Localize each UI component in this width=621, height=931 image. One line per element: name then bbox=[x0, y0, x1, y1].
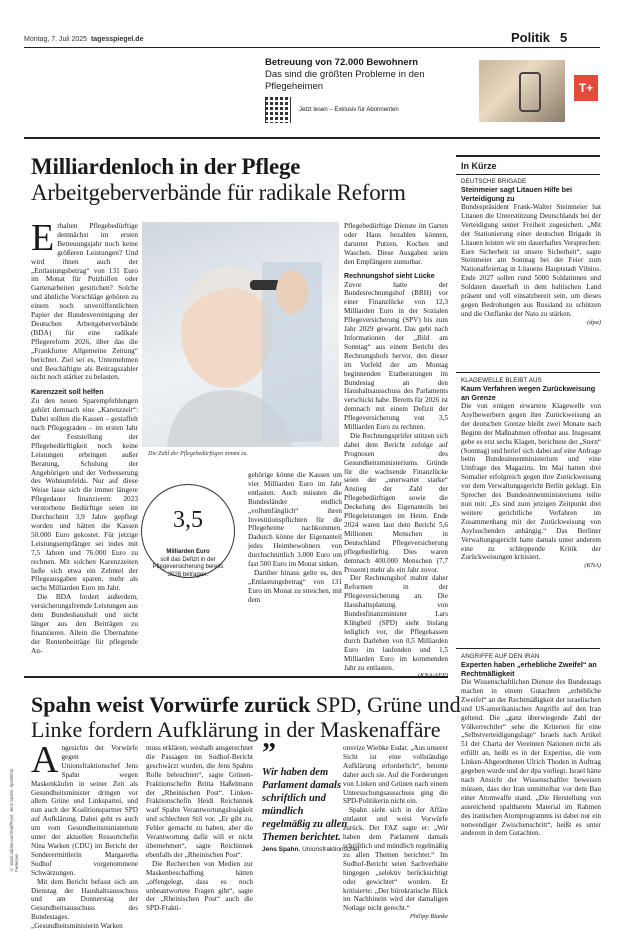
tplus-badge[interactable]: T+ bbox=[574, 75, 598, 101]
quote-attribution: Jens Spahn, Unionsfraktionschef bbox=[262, 846, 360, 853]
article2-dropcap: A bbox=[31, 739, 59, 781]
article2-para-1: ngesichts der Vorwürfe gegen Unionsfraktionschef Jens Spahn wegen Maskenkäufen in seiner Zeit als Gesundheitsminister dringen vor allem Grüne und Linksparteí, und nun auch der Koalitionspartner SPD auf Aufklärung. Dabei geht es auch um vom Gesundheitsministerium unter der aktuellen Ressortchefin Nina Warken (CDU) im Bericht der Sonderermittlerin Margaretha Sudhof vorgenommene Schwärzungen. bbox=[31, 744, 138, 877]
article1-para-5: Pflegebedürftige Dienste im Garten oder Haus bezahlen können, darunter Putzen, Kochen und Waschen. Diese Ausgaben seien den Empfängern zumutbar. bbox=[344, 222, 448, 266]
article2-para-3: muss erklären, weshalb ausgerechnet die Passagen im Sudhof-Bericht geschwärzt wurden, die Jens Spahns Rolle beleuchten“, sagte Grünen-Fraktionschefin Britta Haßelmann der „Rheinischen Post“. Linken-Fraktionschefin Heidi Reichinnek warf Spahn Verantwortungslosigkeit und schlechten Stil vor. „Er gibt zu, Fehler gemacht zu haben, aber die Verantwortung dafür will er nicht übernehmen“, sagte Reichinnek ebenfalls der „Rheinischen Post“. bbox=[146, 744, 253, 859]
sidebar-item-1 bbox=[461, 178, 601, 326]
article1-para-2: Die BDA fordert außerdem, versicherungsfremde Leistungen aus dem Bundeshaushalt und nicht länger aus den Beiträgen zu finanzieren. Allein die Übernahme der Rentenbeiträge für pflegende An- bbox=[31, 592, 138, 655]
article2-headline: Spahn weist Vorwürfe zurück SPD, Grüne und bbox=[31, 692, 461, 717]
sidebar-item-kicker: KLAGEWELLE BLEIBT AUS bbox=[461, 377, 542, 384]
article2-column-2 bbox=[146, 744, 253, 913]
stat-label: Milliarden Euro bbox=[166, 549, 210, 555]
sidebar-item-source: (KNA) bbox=[584, 562, 601, 570]
quote-role: Unionsfraktionschef bbox=[302, 846, 360, 853]
teaser-rule bbox=[24, 137, 600, 139]
quote-mark-icon: ” bbox=[262, 738, 276, 769]
sidebar-item-title: Experten haben „erhebliche Zweifel“ an Rechtmäßigkeit bbox=[461, 660, 597, 678]
article1-para-7: Die Rechnungsprüfer stützen sich dabei dem Bericht zufolge auf Prognosen des Gesundheitsministeriums. Gründe für die wachsende Finanzlücke seien der „unerwartet starke“ Anstieg der Zahl der Pflegebedürftigen sowie die Deckelung des Eigenanteils bei Pflegeleistungen im Heim. Ende 2024 waren laut dem Bericht 5,6 Millionen Menschen in Deutschland Pflegeversicherung pflegebedürftig. Dies waren demnach 400.000 Menschen (7,7 Prozent) mehr als ein Jahr zuvor. bbox=[344, 431, 448, 574]
stat-text: soll das Defizit in der Pflegeversicherung bereits 2026 betragen. bbox=[152, 557, 224, 578]
teaser-title[interactable]: Betreuung von 72.000 Bewohnern bbox=[265, 57, 419, 68]
header-site: tagesspiegel.de bbox=[90, 36, 144, 43]
article2-column-1 bbox=[31, 739, 138, 931]
article1-subhead-1: Karenzzeit soll helfen bbox=[31, 388, 104, 397]
article1-dropcap: E bbox=[31, 217, 55, 259]
article1-column-3 bbox=[344, 222, 448, 681]
article1-lead: rhalten Pflegebedürftige demnächst im ersten Betreuungsjahr noch keine größeren Leistungen? Und wird ihnen auch der „Entlastungsbetrag“ von 131 Euro im Monat für Putzhilfen oder Gartenarbeiten gestrichen? Solche und ähnliche Vorschläge gehören zu einem noch unveröffentlichten Papier der Bundesvereinigung der Deutschen Arbeitgeberverbände (BDA) für eine radikale Pflegereform 2026, über das die „Frankfurter Allgemeine Zeitung“ berichtet. Ziel sei es, Unternehmen und Beschäftigte als Beitragszahler nicht noch stärker zu belasten. bbox=[31, 221, 138, 382]
sidebar-item-2 bbox=[461, 377, 601, 569]
article1-para-1: Zu den neuen Sparempfehlungen gehört demnach eine „Karenzzeit“: Dabei sollten die Kassen – gestaffelt nach Pflegegraden – im ersten Jahr der Feststellung der Pflegebedürftigkeit noch keine Leistungen erbringen außer Beratung, Schulung der Angehörigen und der Verbesserung des Wohnumfelds. Nur auf diese Weise lasse sich die immer längere Pflegedauer finanzieren: 2023 verstorbene Bedürftige seien im Durchschnitt 3,9 Jahre gepflegt worden und hätten die Kassen 50.000 Euro gekostet. Für jetzige Leistungsempfänger sei indes mit 7,5 Jahren und 76.000 Euro zu rechnen. Mit solchen Karenzzeiten ließe sich etwa ein Zehntel der Pflegeausgaben sparen, mehr als sechs Milliarden Euro im Jahr. bbox=[31, 396, 138, 593]
header-rule bbox=[24, 47, 600, 48]
article1-subline: Arbeitgeberverbände für radikale Reform bbox=[31, 180, 406, 205]
walker-icon bbox=[519, 72, 541, 112]
article1-subhead-2: Rechnungshof sieht Lücke bbox=[344, 271, 435, 280]
section-title: Politik bbox=[511, 30, 551, 45]
article2-subline-b: Linke fordern Aufklärung in der Maskenaffäre bbox=[31, 717, 441, 742]
sidebar-item-kicker: DEUTSCHE BRIGADE bbox=[461, 178, 527, 185]
header-date: Montag, 7. Juli 2025 tagesspiegel.de bbox=[24, 36, 144, 43]
article2-para-5: onsvize Wiebke Esdar. „Aus unserer Sicht ist eine vollständige Aufklärung erforderlich“, betonte daher auch sie. Auf die Forderungen von Linken und Grünen nach einem Untersuchungsausschuss ging die SPD-Politikerin nicht ein. bbox=[343, 744, 448, 806]
sidebar-item-source: (dpa) bbox=[587, 318, 601, 326]
article2-para-4: Die Recherchen von Medien zur Maskenbeschaffung hätten „offengelegt, dass es noch unbeantwortete Fragen gibt“, sagte der „Rheinischen Post“ auch die SPD-Frakti- bbox=[146, 859, 253, 913]
article1-para-4: Darüber hinaus gelte es, den „Entlastungsbetrag“ von 131 Euro im Monat zu streichen, mit dem bbox=[248, 568, 342, 604]
article2-para-6: Spahn sieht sich in der Affäre entlastet und weist Vorwürfe zurück. Der FAZ sagte er: „Wir haben dem Parlament damals schriftlich und mündlich regelmäßig zu allen Themen berichtet.“ Im Sudhof-Bericht seien Sachverhalte hingegen „selektiv berücksichtigt oder gewichtet“ worden. Er kritisierte: „Der bürokratische Blick im Nachhinein wird der damaligen Notlage nicht gerecht.“ bbox=[343, 806, 448, 913]
article1-column-2 bbox=[248, 471, 342, 605]
photo-caption: Die Zahl der Pflegebedürftigen nimmt zu. bbox=[148, 451, 248, 457]
elderly-woman-illustration bbox=[142, 222, 339, 447]
sidebar-item-body: Bundespräsident Frank-Walter Steinmeier hat Litauen die Unterstützung Deutschlands bei der Verteidigung seiner Freiheit zugesichert. „Mit der Stationierung einer deutschen Brigade in Litauen leisten wir ein dauerhaftes Versprechen: Eure Sicherheit ist unsere Sicherheit“, sagte Steinmeier am Sonntag bei der Feier zum Nationalfeiertag in Litauens Hauptstadt Vilnius. Ende 2027 sollen rund 5000 Soldatinnen und Soldaten dauerhaft in dem baltischen Land präsent und voll einsatzbereit sein, um dieses gegen Bedrohungen aus Russland zu schützen und die Ostflanke der Nato zu stärken. bbox=[461, 203, 601, 318]
article1-para-6: Zuvor hatte der Bundesrechnungshof (BRH) vor einer Finanzlücke von 12,3 Milliarden Euro in der Sozialen Pflegeversicherung (SPV) bis zum Jahr 2029 gewarnt. Das geht nach Informationen der „Bild am Sonntag“ aus einem Bericht des Rechnungshofs hervor, den dieser im Vorfeld der am Montag beginnenden Etatberatungen im Bundestag an den Haushaltsausschuss des Parlaments verschickt habe. Bereits für 2026 ist demnach mit einem Defizit der Pflegeversicherung von 3,5 Milliarden Euro zu rechnen. bbox=[344, 280, 448, 432]
pull-quote: Wir haben dem Parlament damals schriftlich und mündlich regelmäßig zu allen Themen berichtet. bbox=[262, 767, 348, 843]
stat-value: 3,5 bbox=[173, 507, 203, 533]
sidebar-item-title: Kaum Verfahren wegen Zurückweisung an Grenze bbox=[461, 384, 596, 402]
sidebar-divider-2 bbox=[456, 648, 600, 649]
sidebar-item-kicker: ANGRIFFE AUF DEN IRAN bbox=[461, 653, 540, 660]
sidebar-title: In Kürze bbox=[461, 161, 497, 171]
sidebar-divider-1 bbox=[456, 372, 600, 373]
article2-para-2: Mit dem Bericht befasst sich am Dienstag der Haushaltsausschuss und am Donnerstag der Gesundheitsausschuss des Bundestages. „Gesundheitsministerin Warken bbox=[31, 877, 138, 931]
teaser-subtitle[interactable]: Das sind die größten Probleme in den Pflegeheimen bbox=[265, 69, 425, 92]
page-number: 5 bbox=[560, 30, 568, 45]
article1-headline: Milliardenloch in der Pflege bbox=[31, 154, 301, 179]
sidebar-title-rule bbox=[456, 174, 600, 175]
sidebar-item-body: Die von einigen erwartete Klagewelle von Asylbewerbern gegen ihre Zurückweisung an der deutschen Grenze bleibt zwei Monate nach Beginn der Maßnahmen offenbar aus. Insgesamt gebe es erst sechs Klagen, berichtete der „Stern“ (Sonntag) und berief sich dabei auf eine Anfrage beim Bundesinnenministerium und eine Umfrage des Magazins. Im Mai hatten drei Somalier erfolgreich gegen ihre Zurückweisung vor dem Verwaltungsgericht Berlin geklagt. Ein Sprecher des Bundesinnenministeriums teilte nun mit: „Es sind zum jetzigen Zeitpunkt drei weitere gerichtliche Verfahren im Zusammenhang mit der Zurückweisung von Asylsuchenden anhängig.“ Das Berliner Verwaltungsgericht hatte damals unter anderem eine zu schleppende Kritik der Zurückweisungen kritisiert. bbox=[461, 402, 601, 562]
sidebar-item-3 bbox=[461, 653, 601, 838]
photo-credits: © stock.adobe.com/HalfPoint, Jens Spahn: dpa/Britta Pedersen bbox=[9, 768, 19, 872]
sidebar-item-title: Steinmeier sagt Litauen Hilfe bei Verteidigung zu bbox=[461, 185, 573, 203]
sidebar-item-body: Die Wissenschaftlichen Dienste des Bundestags machen in einem Gutachten „erhebliche Zweifel“ an der Rechtmäßigkeit der israelischen und US-amerikanischen Angriffe auf den Iran geltend. Die „ganz überwiegende Zahl der Völkerrechtler“ sehe die Kriterien für eine „Selbstverteidigungslage“ Israels nach Artikel 51 der Charta der Vereinten Nationen nicht als erfüllt an, heißt es in der Expertise, die vom Linken-Abgeordneten Ulrich Thoden in Auftrag gegeben wurde und der dpa vorliegt. Israel hätte nach Ansicht der Wissenschaftler beweisen müssen, dass der Iran unmittelbar vor dem Bau einer Atomwaffe stand. „Die Herstellung von ausreichend spaltbarem Material im Rahmen des iranischen Atomprogramms ist dabei nur ein notwendiger Zwischenschritt“, heißt es unter anderem in dem Gutachten. bbox=[461, 678, 601, 838]
article2-column-3 bbox=[343, 744, 448, 922]
sidebar-top-rule bbox=[456, 155, 600, 157]
article2-author: Philipp Blanke bbox=[409, 913, 448, 921]
article1-para-3: gehörige könne die Kassen um vier Milliarden Euro im Jahr entlasten. Auch müssten die Bundesländer endlich „vollumfänglich“ ihren Investitionspflichten für die Pflegeheime nachkommen. Dadurch könne der Eigenanteil jedes Heimbewohners von durchschnittlich 3.000 Euro um fast 500 Euro im Monat sinken. bbox=[248, 471, 342, 569]
qr-code-pattern bbox=[266, 98, 290, 122]
article1-para-8: Der Rechnungshof mahnt daher Reformen in der Pflegeversicherung an. Die Haushaltsplanung von Bundesfinanzminister Lars Klingbeil (SPD) sieht bislang lediglich vor, die Pflegekassen durch Darlehen von 0,5 Milliarden Euro im laufenden und 1,5 Milliarden Euro im kommenden Jahr zu entlasten. bbox=[344, 574, 448, 672]
teaser-cta[interactable]: Jetzt lesen – Exklusiv für Abonnenten bbox=[299, 107, 399, 113]
article2-top-rule bbox=[24, 676, 448, 678]
article1-column-1 bbox=[31, 217, 138, 656]
teaser-photo[interactable] bbox=[479, 60, 565, 122]
article1-photo bbox=[142, 222, 339, 447]
article2-subline-a: SPD, Grüne und bbox=[315, 692, 461, 717]
